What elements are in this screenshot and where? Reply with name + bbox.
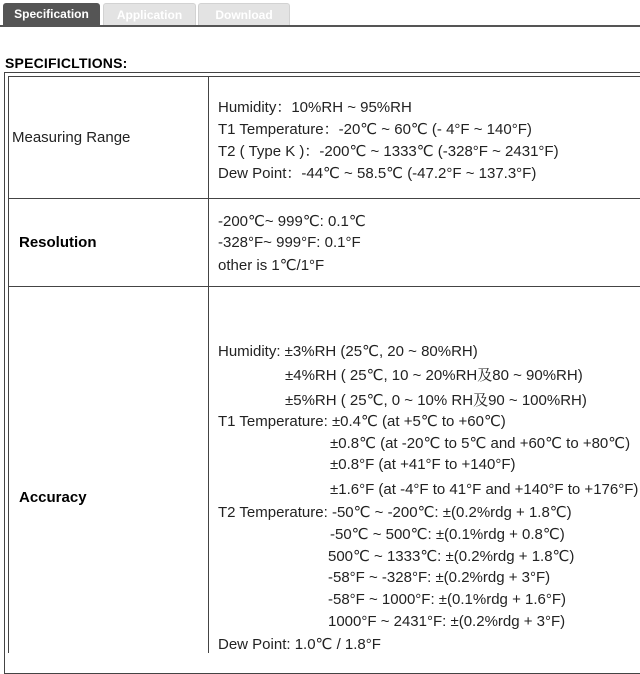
accuracy-line: T2 Temperature: -50℃ ~ -200℃: ±(0.2%rdg + 1.8℃) (218, 504, 572, 521)
measuring-range-line: T2 ( Type K )：-200℃ ~ 1333℃ (-328°F ~ 2431°F) (218, 143, 559, 160)
row-label-resolution: Resolution (19, 234, 97, 251)
resolution-line: -328°F~ 999°F: 0.1°F (218, 234, 361, 251)
column-divider (208, 76, 209, 653)
tab-download[interactable]: Download (198, 3, 290, 25)
resolution-line: -200℃~ 999℃: 0.1℃ (218, 213, 366, 230)
row-divider (8, 286, 640, 287)
table-inner-border (8, 76, 9, 653)
resolution-line: other is 1℃/1°F (218, 257, 325, 274)
page-title: SPECIFICLTIONS: (5, 55, 128, 71)
accuracy-line: 500℃ ~ 1333℃: ±(0.2%rdg + 1.8℃) (328, 548, 575, 565)
row-label-measuring-range: Measuring Range (12, 129, 131, 146)
row-label-accuracy: Accuracy (19, 489, 87, 506)
measuring-range-line: Humidity：10%RH ~ 95%RH (218, 99, 412, 116)
tab-application[interactable]: Application (103, 3, 196, 25)
accuracy-line: Humidity: ±3%RH (25℃, 20 ~ 80%RH) (218, 343, 478, 360)
accuracy-line: -58°F ~ -328°F: ±(0.2%rdg + 3°F) (328, 569, 551, 586)
row-divider (8, 198, 640, 199)
accuracy-line: 1000°F ~ 2431°F: ±(0.2%rdg + 3°F) (328, 613, 566, 630)
tab-bar (0, 0, 640, 27)
measuring-range-line: Dew Point：-44℃ ~ 58.5℃ (-47.2°F ~ 137.3°F) (218, 165, 537, 182)
tab-specification[interactable]: Specification (3, 3, 100, 25)
accuracy-line: -50℃ ~ 500℃: ±(0.1%rdg + 0.8℃) (330, 526, 565, 543)
accuracy-line: -58°F ~ 1000°F: ±(0.1%rdg + 1.6°F) (328, 591, 567, 608)
table-inner-border-top (8, 76, 640, 77)
accuracy-line: Dew Point: 1.0℃ / 1.8°F (218, 636, 381, 653)
accuracy-line: T1 Temperature: ±0.4℃ (at +5℃ to +60℃) (218, 413, 506, 430)
accuracy-line: ±1.6°F (at -4°F to 41°F and +140°F to +176°F) (330, 481, 639, 498)
accuracy-line: ±0.8°F (at +41°F to +140°F) (330, 456, 516, 473)
measuring-range-line: T1 Temperature：-20℃ ~ 60℃ (- 4°F ~ 140°F) (218, 121, 532, 138)
accuracy-line: ±4%RH ( 25℃, 10 ~ 20%RH及80 ~ 90%RH) (285, 367, 583, 384)
accuracy-line: ±0.8℃ (at -20℃ to 5℃ and +60℃ to +80℃) (330, 435, 631, 452)
accuracy-line: ±5%RH ( 25℃, 0 ~ 10% RH及90 ~ 100%RH) (285, 392, 587, 409)
